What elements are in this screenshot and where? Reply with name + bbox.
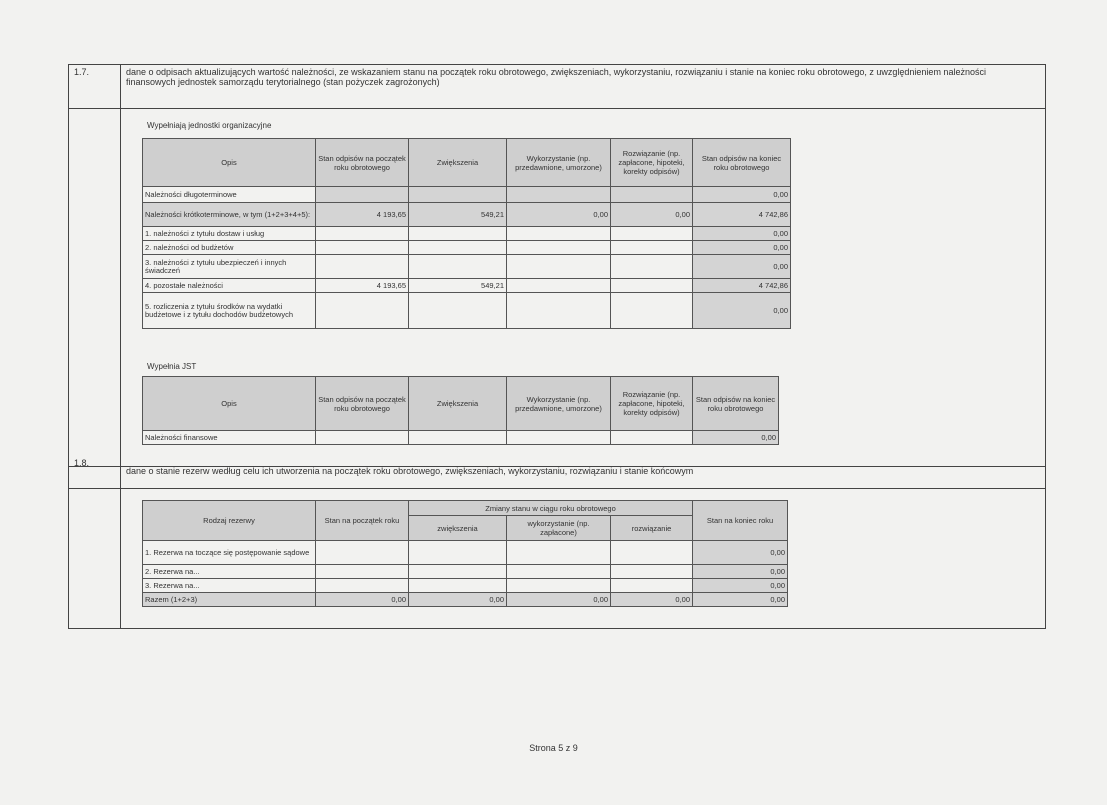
cell-end: 0,00 (693, 565, 788, 579)
cell-inc (409, 241, 507, 255)
cell-used (507, 187, 611, 203)
table-row (143, 293, 791, 329)
cell-start (316, 579, 409, 593)
row-label: 3. Rezerwa na... (143, 579, 316, 593)
cell-dissolved: 0,00 (611, 203, 693, 227)
cell-used: 0,00 (507, 203, 611, 227)
col-header-end: Stan odpisów na koniec roku obrotowego (693, 139, 791, 187)
cell-inc (409, 293, 507, 329)
frame-line-17b (68, 108, 1046, 109)
table-row (143, 255, 791, 279)
col-header-changes: Zmiany stanu w ciągu roku obrotowego (409, 501, 693, 516)
table-row (143, 579, 788, 593)
row-label: 4. pozostałe należności (143, 279, 316, 293)
col-header-opis: Opis (143, 139, 316, 187)
row-label: 3. należności z tytułu ubezpieczeń i innych świadczeń (143, 255, 316, 279)
cell-start: 4 193,65 (316, 203, 409, 227)
org-units-label: Wypełniają jednostki organizacyjne (147, 121, 272, 130)
row-label: 5. rozliczenia z tytułu środków na wydatki budżetowe i z tytułu dochodów budżetowych (143, 293, 316, 329)
cell-inc: 0,00 (409, 593, 507, 607)
frame-top (68, 64, 1046, 65)
cell-end: 0,00 (693, 579, 788, 593)
cell-end: 0,00 (693, 431, 779, 445)
cell-end: 0,00 (693, 187, 791, 203)
frame-bottom (68, 628, 1046, 629)
row-label: 1. Rezerwa na toczące się postępowanie sądowe (143, 541, 316, 565)
col-header-opis: Opis (143, 377, 316, 431)
cell-inc (409, 565, 507, 579)
section-18-text: dane o stanie rezerw według celu ich utworzenia na początek roku obrotowego, zwiększeniach, wykorzystaniu, rozwiązaniu i stanie końcowym (126, 466, 694, 476)
col-header-inc: Zwiększenia (409, 377, 507, 431)
cell-dissolved (611, 255, 693, 279)
cell-start (316, 431, 409, 445)
col-header-start: Stan na początek roku (316, 501, 409, 541)
col-header-inc: zwiększenia (409, 516, 507, 541)
cell-end: 4 742,86 (693, 279, 791, 293)
row-label: 1. należności z tytułu dostaw i usług (143, 227, 316, 241)
cell-start (316, 187, 409, 203)
cell-dissolved (611, 187, 693, 203)
cell-inc: 549,21 (409, 279, 507, 293)
col-header-end: Stan odpisów na koniec roku obrotowego (693, 377, 779, 431)
cell-end: 0,00 (693, 241, 791, 255)
cell-dissolved (611, 227, 693, 241)
cell-inc (409, 541, 507, 565)
cell-inc (409, 579, 507, 593)
cell-dissolved (611, 431, 693, 445)
cell-end: 4 742,86 (693, 203, 791, 227)
table-row (143, 565, 788, 579)
row-label: 2. Rezerwa na... (143, 565, 316, 579)
col-header-start: Stan odpisów na początek roku obrotowego (316, 377, 409, 431)
cell-dissolved (611, 279, 693, 293)
cell-inc (409, 227, 507, 241)
cell-start (316, 293, 409, 329)
cell-start (316, 227, 409, 241)
col-header-used: Wykorzystanie (np. przedawnione, umorzone) (507, 139, 611, 187)
page-number: Strona 5 z 9 (529, 743, 578, 753)
cell-start (316, 541, 409, 565)
cell-inc (409, 431, 507, 445)
frame-line-18b (68, 488, 1046, 489)
cell-end: 0,00 (693, 293, 791, 329)
col-header-dissolved: rozwiązanie (611, 516, 693, 541)
col-header-used: Wykorzystanie (np. przedawnione, umorzone) (507, 377, 611, 431)
jst-label: Wypełnia JST (147, 362, 197, 371)
table-row (143, 593, 788, 607)
row-label: Razem (1+2+3) (143, 593, 316, 607)
cell-start (316, 255, 409, 279)
cell-start (316, 565, 409, 579)
cell-end: 0,00 (693, 541, 788, 565)
section-17-number: 1.7. (74, 67, 90, 77)
col-header-start: Stan odpisów na początek roku obrotowego (316, 139, 409, 187)
cell-used (507, 293, 611, 329)
cell-used (507, 541, 611, 565)
row-label: Należności długoterminowe (143, 187, 316, 203)
col-header-used: wykorzystanie (np. zapłacone) (507, 516, 611, 541)
col-header-end: Stan na koniec roku (693, 501, 788, 541)
row-label: Należności krótkoterminowe, w tym (1+2+3+4+5): (143, 203, 316, 227)
table-row (143, 203, 791, 227)
row-label: 2. należności od budżetów (143, 241, 316, 255)
table-row (143, 541, 788, 565)
table-row (143, 187, 791, 203)
cell-end: 0,00 (693, 593, 788, 607)
table-row (143, 279, 791, 293)
cell-inc (409, 187, 507, 203)
cell-used (507, 241, 611, 255)
cell-used (507, 255, 611, 279)
cell-used (507, 227, 611, 241)
col-header-dissolved: Rozwiązanie (np. zapłacone, hipoteki, korekty odpisów) (611, 139, 693, 187)
cell-end: 0,00 (693, 227, 791, 241)
frame-left (68, 64, 69, 629)
section-17-text: dane o odpisach aktualizujących wartość należności, ze wskazaniem stanu na początek roku obrotowego, zwiększeniach, wykorzystaniu, rozwiązaniu i stanie na koniec roku obrotowego, z uwzględnieniem należności finansowych jednostek samorządu terytorialnego (stan pożyczek zagrożonych) (126, 67, 986, 87)
cell-dissolved (611, 541, 693, 565)
cell-inc: 549,21 (409, 203, 507, 227)
cell-used (507, 279, 611, 293)
org-units-table (142, 138, 791, 329)
cell-inc (409, 255, 507, 279)
frame-inner-left (120, 64, 121, 629)
cell-start: 0,00 (316, 593, 409, 607)
frame-right (1045, 64, 1046, 629)
cell-dissolved (611, 241, 693, 255)
jst-table (142, 376, 779, 445)
cell-start (316, 241, 409, 255)
col-header-inc: Zwiększenia (409, 139, 507, 187)
cell-used: 0,00 (507, 593, 611, 607)
cell-dissolved (611, 565, 693, 579)
cell-dissolved (611, 293, 693, 329)
cell-dissolved (611, 579, 693, 593)
cell-used (507, 579, 611, 593)
cell-end: 0,00 (693, 255, 791, 279)
cell-used (507, 431, 611, 445)
cell-dissolved: 0,00 (611, 593, 693, 607)
row-label: Należności finansowe (143, 431, 316, 445)
table-row (143, 241, 791, 255)
table-row (143, 227, 791, 241)
col-header-type: Rodzaj rezerwy (143, 501, 316, 541)
reserves-table (142, 500, 788, 607)
section-18-number: 1.8. (74, 458, 90, 468)
col-header-dissolved: Rozwiązanie (np. zapłacone, hipoteki, korekty odpisów) (611, 377, 693, 431)
cell-start: 4 193,65 (316, 279, 409, 293)
table-row (143, 431, 779, 445)
cell-used (507, 565, 611, 579)
